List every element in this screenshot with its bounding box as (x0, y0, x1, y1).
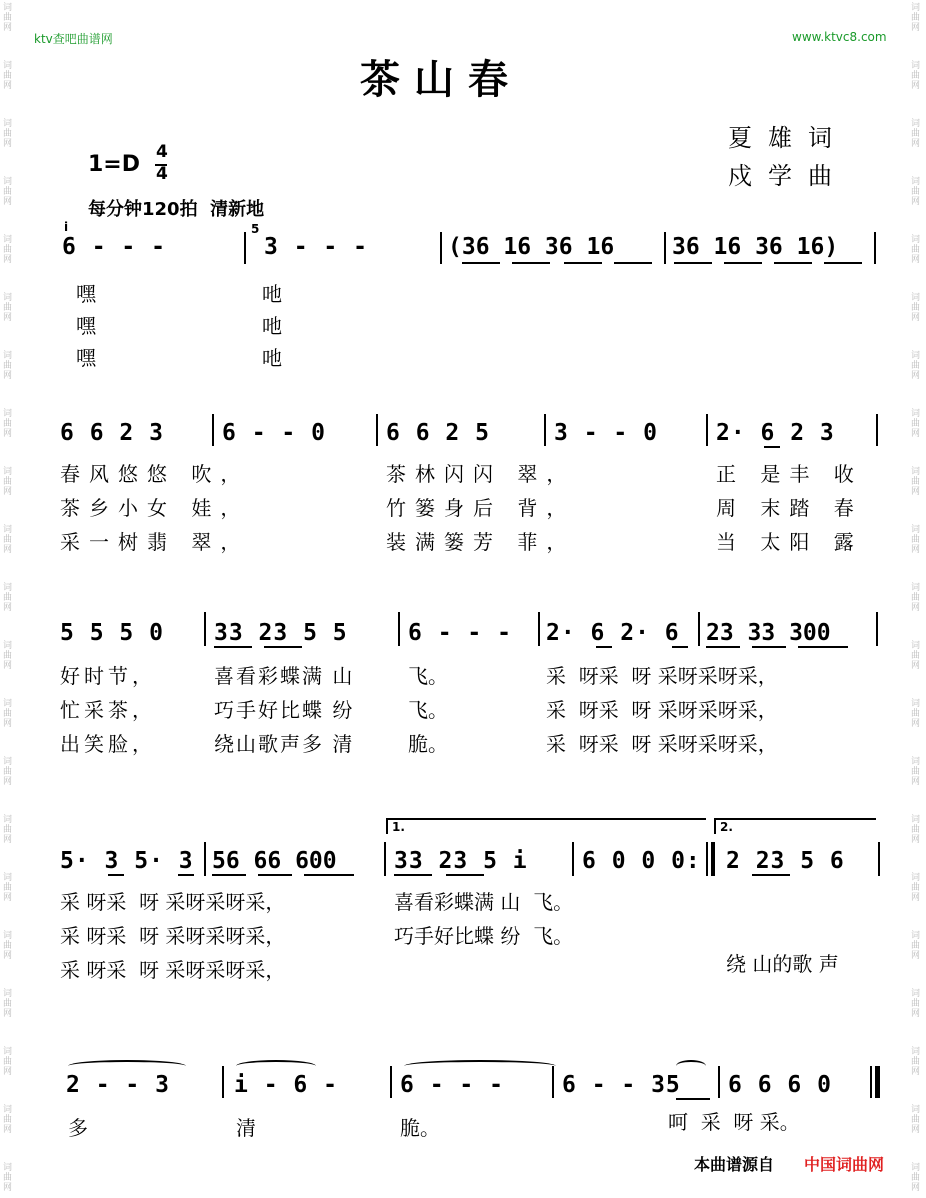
watermark-char: 词 (911, 641, 921, 651)
barline (212, 414, 214, 446)
beam (676, 1098, 710, 1100)
watermark-char: 网 (911, 313, 921, 323)
lyric: 喜看彩蝶满 山 飞。 (394, 890, 574, 914)
watermark-char: 曲 (911, 941, 921, 951)
watermark-char: 网 (3, 893, 13, 903)
barline (538, 612, 540, 646)
watermark-char: 曲 (911, 129, 921, 139)
barline (440, 232, 442, 264)
watermark-char: 词 (3, 61, 13, 71)
watermark-char: 词 (3, 1047, 13, 1057)
watermark-char: 曲 (3, 361, 13, 371)
watermark-char: 词 (3, 525, 13, 535)
watermark-char: 词 (3, 119, 13, 129)
watermark-char: 词 (911, 3, 921, 13)
beam (304, 874, 354, 876)
watermark-char: 词 (911, 1047, 921, 1057)
lyric: 嘿 (76, 314, 96, 338)
lyric: 喜看彩蝶满 山 (214, 664, 355, 688)
watermark-char: 曲 (911, 477, 921, 487)
beam (108, 874, 124, 876)
watermark-char: 词 (3, 583, 13, 593)
watermark-char: 网 (3, 777, 13, 787)
beam (258, 874, 292, 876)
lyric: 飞。 (408, 664, 448, 688)
watermark-char: 曲 (3, 651, 13, 661)
watermark-char: 网 (911, 487, 921, 497)
watermark-char: 网 (3, 139, 13, 149)
watermark-char: 网 (3, 719, 13, 729)
beam (264, 646, 302, 648)
tempo-marking: 每分钟120拍 清新地 (88, 199, 265, 220)
barline (664, 232, 666, 264)
measure-3-4: 2· 6 2· 6 (546, 620, 680, 646)
watermark-char: 网 (3, 371, 13, 381)
beam (214, 646, 252, 648)
watermark-char: 词 (911, 467, 921, 477)
beam (614, 262, 652, 264)
watermark-char: 网 (3, 429, 13, 439)
watermark-char: 网 (911, 661, 921, 671)
watermark-char: 网 (3, 487, 13, 497)
barline (698, 612, 700, 646)
barline (204, 612, 206, 646)
beam (764, 446, 780, 448)
lyric: 巧手好比蝶 纷 飞。 (394, 924, 574, 948)
watermark-char: 网 (911, 1009, 921, 1019)
watermark-char: 词 (3, 1105, 13, 1115)
measure-2-5: 2· 6 2 3 (716, 420, 835, 446)
lyric: 采 呀采 呀 采呀采呀采， (546, 664, 778, 688)
watermark-char: 曲 (3, 1173, 13, 1183)
watermark-char: 曲 (911, 419, 921, 429)
watermark-char: 词 (3, 699, 13, 709)
watermark-char: 曲 (911, 13, 921, 23)
watermark-char: 曲 (911, 651, 921, 661)
watermark-char: 曲 (911, 187, 921, 197)
beam (674, 262, 712, 264)
lyric: 巧手好比蝶 纷 (214, 698, 355, 722)
measure-5-2: i - 6 - (234, 1072, 338, 1098)
site-url-right[interactable]: www.ktvc8.com (792, 30, 887, 44)
volta-second-ending (714, 818, 876, 834)
watermark-char: 词 (3, 931, 13, 941)
watermark-char: 网 (911, 23, 921, 33)
lyric: 忙采茶， (60, 698, 156, 722)
measure-3-3: 6 - - - (408, 620, 512, 646)
watermark-char: 网 (3, 1009, 13, 1019)
measure-2-1: 6 6 2 3 (60, 420, 164, 446)
lyric: 吔 (262, 346, 282, 370)
watermark-char: 词 (911, 351, 921, 361)
watermark-char: 词 (911, 989, 921, 999)
lyric: 绕 山的歌 声 (726, 952, 839, 976)
watermark-char: 网 (3, 81, 13, 91)
lyric: 采 呀采 呀 采呀采呀采， (60, 958, 286, 982)
barline (384, 842, 386, 876)
watermark-char: 曲 (3, 1115, 13, 1125)
measure-2-4: 3 - - 0 (554, 420, 658, 446)
watermark-char: 曲 (3, 883, 13, 893)
watermark-char: 词 (3, 989, 13, 999)
beam (706, 646, 740, 648)
lyric: 出笑脸， (60, 732, 156, 756)
watermark-char: 网 (3, 23, 13, 33)
site-name-left[interactable]: ktv查吧曲谱网 (34, 32, 113, 46)
barline (204, 842, 206, 876)
watermark-char: 曲 (3, 419, 13, 429)
lyric: 茶林闪闪 翠， (386, 462, 576, 486)
watermark-char: 词 (3, 3, 13, 13)
slur (236, 1060, 316, 1072)
watermark-char: 网 (911, 81, 921, 91)
watermark-char: 曲 (3, 303, 13, 313)
watermark-char: 词 (911, 61, 921, 71)
measure-5-4: 6 - - 35 (562, 1072, 681, 1098)
tie (404, 1060, 556, 1072)
time-signature-top: 4 (156, 142, 168, 162)
measure-2-3: 6 6 2 5 (386, 420, 490, 446)
measure-4-1: 5· 3 5· 3 (60, 848, 194, 874)
watermark-char: 网 (911, 1183, 921, 1193)
slur (68, 1060, 186, 1072)
beam (774, 262, 812, 264)
watermark-char: 曲 (911, 1115, 921, 1125)
watermark-char: 词 (911, 931, 921, 941)
watermark-char: 曲 (911, 71, 921, 81)
watermark-char: 词 (911, 873, 921, 883)
barline (222, 1066, 224, 1098)
measure-2-2: 6 - - 0 (222, 420, 326, 446)
watermark-char: 曲 (3, 71, 13, 81)
watermark-char: 词 (3, 409, 13, 419)
lyric: 采 呀采 呀 采呀采呀采， (546, 698, 778, 722)
source-label: 本曲谱源自 (694, 1155, 775, 1174)
watermark-char: 网 (911, 139, 921, 149)
lyric: 吔 (262, 282, 282, 306)
beam (462, 262, 500, 264)
watermark-char: 曲 (3, 941, 13, 951)
lyric: 周 末踏 春 (716, 496, 863, 520)
repeat-barline-thick (711, 842, 715, 876)
measure-3-2: 33 23 5 5 (214, 620, 348, 646)
watermark-char: 曲 (911, 303, 921, 313)
watermark-char: 词 (911, 1163, 921, 1173)
repeat-barline-thin (706, 842, 708, 876)
beam (212, 874, 246, 876)
watermark-char: 网 (911, 951, 921, 961)
measure-5-1: 2 - - 3 (66, 1072, 170, 1098)
lyric: 当 太阳 露 (716, 530, 863, 554)
measure-4-2: 56 66 600 (212, 848, 337, 874)
barline (876, 612, 878, 646)
beam (446, 874, 484, 876)
watermark-char: 曲 (911, 709, 921, 719)
beam (178, 874, 194, 876)
lyric: 采 呀采 呀 采呀采呀采， (546, 732, 778, 756)
watermark-char: 曲 (911, 1057, 921, 1067)
beam (596, 646, 612, 648)
lyric: 正 是丰 收 (716, 462, 863, 486)
measure-5-3: 6 - - - (400, 1072, 504, 1098)
watermark-char: 网 (911, 429, 921, 439)
watermark-char: 曲 (911, 535, 921, 545)
barline (244, 232, 246, 264)
measure-4-3: 33 23 5 i (394, 848, 528, 874)
watermark-char: 词 (911, 293, 921, 303)
watermark-char: 网 (3, 545, 13, 555)
watermark-char: 网 (911, 1125, 921, 1135)
watermark-char: 曲 (3, 767, 13, 777)
barline (398, 612, 400, 646)
watermark-char: 曲 (911, 245, 921, 255)
lyric: 吔 (262, 314, 282, 338)
watermark-char: 词 (3, 757, 13, 767)
beam (724, 262, 762, 264)
watermark-char: 网 (911, 371, 921, 381)
watermark-char: 词 (3, 467, 13, 477)
song-title: 茶山春 (360, 56, 522, 103)
beam (512, 262, 550, 264)
beam (752, 874, 790, 876)
watermark-char: 曲 (3, 593, 13, 603)
watermark-char: 网 (911, 719, 921, 729)
watermark-char: 网 (911, 893, 921, 903)
measure-1-3: (36 16 36 16 (448, 234, 615, 260)
watermark-char: 词 (911, 699, 921, 709)
watermark-char: 网 (3, 1067, 13, 1077)
lyric: 好时节， (60, 664, 156, 688)
watermark-char: 词 (3, 641, 13, 651)
lyric: 装满篓芳 菲， (386, 530, 576, 554)
watermark-char: 网 (911, 835, 921, 845)
watermark-char: 网 (911, 1067, 921, 1077)
watermark-char: 网 (3, 1125, 13, 1135)
watermark-char: 曲 (3, 13, 13, 23)
lyric: 呵 采 呀 采。 (668, 1110, 800, 1134)
watermark-char: 网 (3, 1183, 13, 1193)
beam (798, 646, 848, 648)
watermark-char: 网 (3, 255, 13, 265)
lyric: 清 (236, 1116, 256, 1140)
watermark-char: 曲 (911, 361, 921, 371)
volta-first-ending (386, 818, 706, 834)
slur (676, 1060, 706, 1072)
watermark-char: 曲 (3, 477, 13, 487)
watermark-char: 词 (911, 815, 921, 825)
lyric: 飞。 (408, 698, 448, 722)
watermark-char: 曲 (3, 535, 13, 545)
watermark-char: 网 (3, 661, 13, 671)
lyric: 多 (68, 1116, 88, 1140)
grace-note-1: i (64, 220, 69, 234)
measure-1-4: 36 16 36 16) (672, 234, 839, 260)
watermark-char: 网 (911, 197, 921, 207)
final-barline-thick (875, 1066, 880, 1098)
left-watermark-strip (0, 0, 18, 1198)
watermark-char: 曲 (3, 245, 13, 255)
watermark-char: 网 (3, 603, 13, 613)
watermark-char: 词 (3, 351, 13, 361)
watermark-char: 词 (3, 815, 13, 825)
watermark-char: 曲 (3, 709, 13, 719)
beam (672, 646, 688, 648)
watermark-char: 曲 (911, 999, 921, 1009)
lyric: 嘿 (76, 282, 96, 306)
watermark-char: 网 (3, 835, 13, 845)
watermark-char: 词 (911, 757, 921, 767)
barline (874, 232, 876, 264)
watermark-char: 曲 (911, 767, 921, 777)
final-barline-thin (870, 1066, 872, 1098)
watermark-char: 词 (3, 235, 13, 245)
barline (878, 842, 880, 876)
barline (552, 1066, 554, 1098)
watermark-char: 词 (911, 235, 921, 245)
lyric: 采一树翡 翠， (60, 530, 250, 554)
watermark-char: 词 (911, 525, 921, 535)
watermark-char: 网 (911, 777, 921, 787)
barline (876, 414, 878, 446)
watermark-char: 网 (3, 197, 13, 207)
measure-4-5: 2 23 5 6 (726, 848, 845, 874)
grace-note-2: 5 (251, 222, 260, 236)
watermark-char: 曲 (3, 1057, 13, 1067)
measure-5-5: 6 6 6 0 (728, 1072, 832, 1098)
measure-1-2: 3 - - - (264, 234, 368, 260)
watermark-char: 词 (3, 293, 13, 303)
watermark-char: 词 (911, 177, 921, 187)
lyric: 春风悠悠 吹， (60, 462, 250, 486)
lyric: 茶乡小女 娃， (60, 496, 250, 520)
barline (706, 414, 708, 446)
watermark-char: 曲 (3, 825, 13, 835)
source-site-link[interactable]: 中国词曲网 (804, 1155, 885, 1174)
watermark-char: 曲 (911, 825, 921, 835)
watermark-char: 曲 (3, 999, 13, 1009)
time-signature-bottom: 4 (156, 164, 168, 184)
watermark-char: 曲 (3, 129, 13, 139)
barline (718, 1066, 720, 1098)
volta-2-label: 2. (720, 820, 733, 834)
watermark-char: 网 (911, 255, 921, 265)
watermark-char: 网 (911, 603, 921, 613)
lyric: 脆。 (408, 732, 448, 756)
watermark-char: 曲 (911, 1173, 921, 1183)
lyric: 采 呀采 呀 采呀采呀采， (60, 890, 286, 914)
volta-1-label: 1. (392, 820, 405, 834)
watermark-char: 词 (911, 409, 921, 419)
watermark-char: 网 (911, 545, 921, 555)
lyric: 绕山歌声多 清 (214, 732, 355, 756)
beam (752, 646, 786, 648)
watermark-char: 词 (3, 1163, 13, 1173)
barline (544, 414, 546, 446)
watermark-char: 曲 (911, 883, 921, 893)
watermark-char: 曲 (911, 593, 921, 603)
lyric: 脆。 (400, 1116, 440, 1140)
watermark-char: 词 (3, 873, 13, 883)
key-signature: 1=D (88, 152, 141, 177)
lyricist-credit: 夏雄词 (728, 124, 848, 152)
watermark-char: 词 (911, 583, 921, 593)
barline (390, 1066, 392, 1098)
measure-4-4: 6 0 0 0: (582, 848, 701, 874)
composer-credit: 戍学曲 (728, 162, 848, 190)
watermark-char: 词 (911, 1105, 921, 1115)
barline (572, 842, 574, 876)
watermark-char: 词 (911, 119, 921, 129)
barline (376, 414, 378, 446)
right-watermark-strip (908, 0, 926, 1198)
beam (824, 262, 862, 264)
lyric: 竹篓身后 背， (386, 496, 576, 520)
watermark-char: 曲 (3, 187, 13, 197)
watermark-char: 词 (3, 177, 13, 187)
watermark-char: 网 (3, 313, 13, 323)
watermark-char: 网 (3, 951, 13, 961)
beam (564, 262, 602, 264)
measure-3-5: 23 33 300 (706, 620, 831, 646)
lyric: 采 呀采 呀 采呀采呀采， (60, 924, 286, 948)
measure-3-1: 5 5 5 0 (60, 620, 164, 646)
lyric: 嘿 (76, 346, 96, 370)
beam (394, 874, 432, 876)
measure-1-1: 6 - - - (62, 234, 166, 260)
